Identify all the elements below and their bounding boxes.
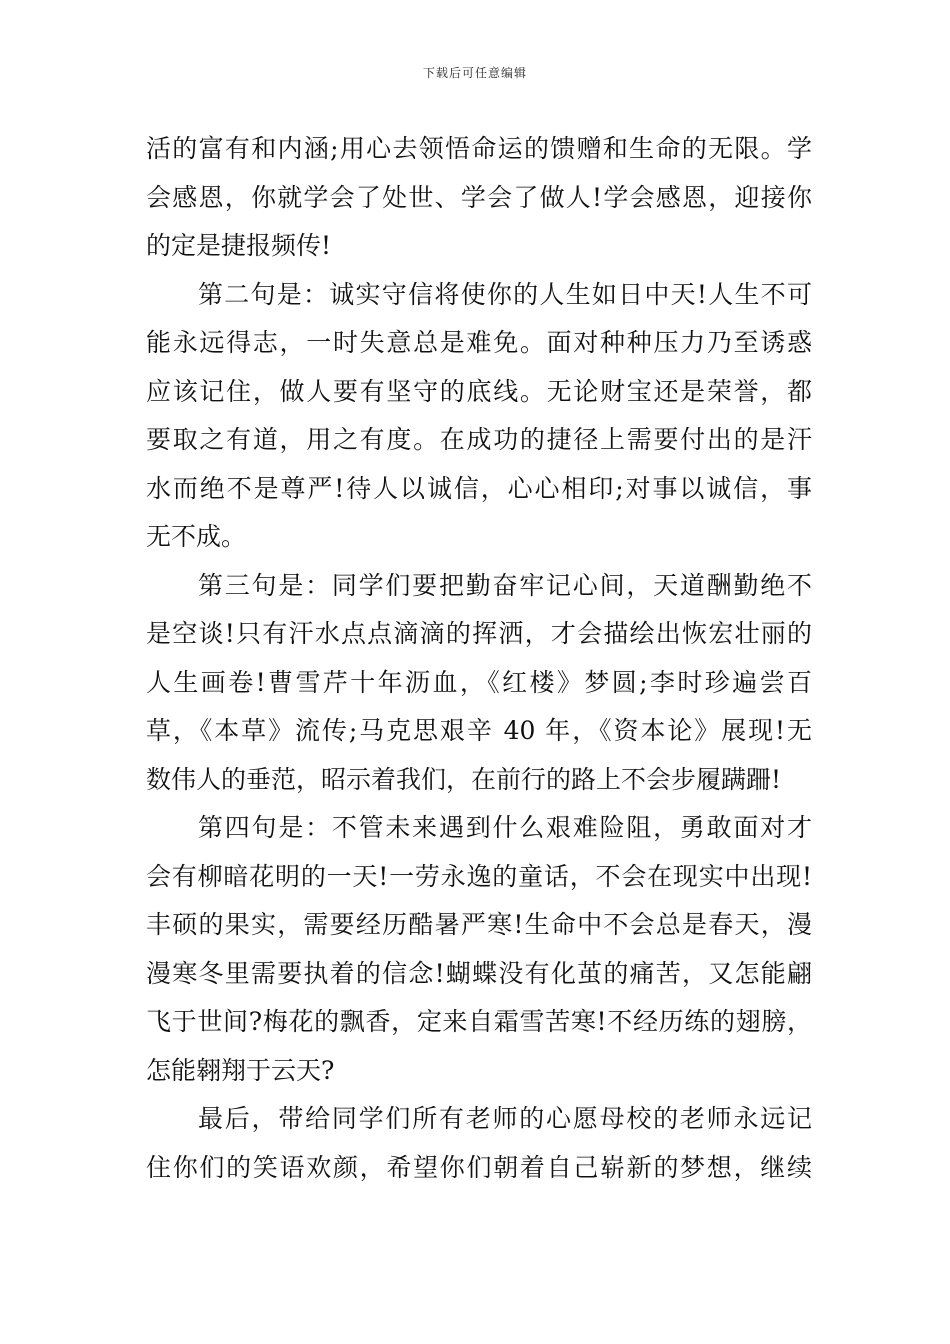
document-body bbox=[146, 125, 812, 1192]
text-line: 活的富有和内涵;用心去领悟命运的馈赠和生命的无限。学 bbox=[146, 134, 812, 163]
text-line: 漫寒冬里需要执着的信念!蝴蝶没有化茧的痛苦，又怎能翩 bbox=[146, 958, 812, 988]
text-line: 飞于世间?梅花的飘香，定来自霜雪苦寒!不经历练的翅膀， bbox=[146, 1007, 812, 1036]
paragraph-1 bbox=[146, 125, 812, 271]
text-line: 水而绝不是尊严!待人以诚信，心心相印;对事以诚信，事 bbox=[146, 473, 812, 503]
page-header-note: 下载后可任意编辑 bbox=[422, 66, 527, 80]
text-line: 第四句是：不管未来遇到什么艰难险阻，勇敢面对才 bbox=[198, 813, 812, 842]
text-line: 是空谈!只有汗水点点滴滴的挥洒，才会描绘出恢宏壮丽的 bbox=[146, 619, 812, 648]
paragraph-3 bbox=[146, 562, 812, 805]
text-line: 人生画卷!曹雪芹十年沥血，《红楼》梦圆;李时珍遍尝百 bbox=[146, 667, 812, 697]
text-line: 应该记住，做人要有坚守的底线。无论财宝还是荣誉，都 bbox=[146, 376, 812, 406]
text-line: 会有柳暗花明的一天!一劳永逸的童话，不会在现实中出现! bbox=[146, 861, 812, 891]
text-line: 怎能翱翔于云天? bbox=[146, 1055, 335, 1085]
text-line: 第三句是：同学们要把勤奋牢记心间，天道酬勤绝不 bbox=[198, 570, 812, 600]
text-line: 住你们的笑语欢颜，希望你们朝着自己崭新的梦想，继续 bbox=[146, 1152, 812, 1182]
text-line: 能永远得志，一时失意总是难免。面对种种压力乃至诱惑 bbox=[146, 328, 812, 357]
text-line: 第二句是：诚实守信将使你的人生如日中天!人生不可 bbox=[198, 279, 812, 309]
text-line: 要取之有道，用之有度。在成功的捷径上需要付出的是汗 bbox=[146, 425, 812, 454]
text-line: 最后，带给同学们所有老师的心愿母校的老师永远记 bbox=[198, 1104, 812, 1133]
text-line: 丰硕的果实，需要经历酷暑严寒!生命中不会总是春天，漫 bbox=[146, 910, 812, 939]
paragraph-5 bbox=[146, 1095, 812, 1192]
text-line: 无不成。 bbox=[146, 522, 247, 551]
paragraph-2 bbox=[146, 271, 812, 562]
text-line: 会感恩，你就学会了处世、学会了做人!学会感恩，迎接你 bbox=[146, 182, 812, 212]
paragraph-4 bbox=[146, 804, 812, 1095]
text-line: 的定是捷报频传! bbox=[146, 231, 332, 260]
text-line: 数伟人的垂范，昭示着我们，在前行的路上不会步履蹒跚! bbox=[146, 764, 782, 794]
text-line: 草，《本草》流传;马克思艰辛 40 年，《资本论》展现!无 bbox=[146, 716, 812, 745]
